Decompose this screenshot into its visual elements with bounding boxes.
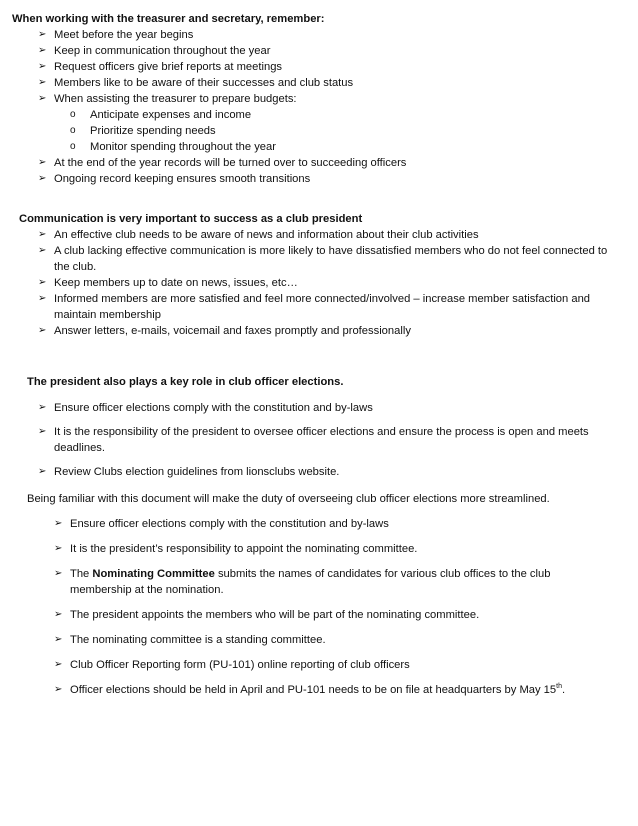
- list-item: ➢ An effective club needs to be aware of news and information about their club activities: [38, 229, 479, 241]
- arrow-bullet-icon: ➢: [38, 245, 47, 256]
- section3-list: [38, 400, 589, 488]
- arrow-bullet-icon: ➢: [38, 93, 47, 104]
- list-item: ➢ The Nominating Committee submits the names of candidates for various club offices to the club membership at the nomination.: [54, 568, 551, 596]
- section1-list-continued: [38, 155, 406, 187]
- arrow-bullet-icon: ➢: [38, 157, 47, 168]
- list-item: ➢ Club Officer Reporting form (PU-101) online reporting of club officers: [54, 659, 410, 671]
- section2-heading: Communication is very important to success as a club president: [19, 213, 363, 225]
- list-item: ➢ Keep in communication throughout the year: [38, 45, 271, 57]
- list-item: ➢ Officer elections should be held in April and PU-101 needs to be on file at headquarters by May 15th.: [54, 683, 566, 696]
- arrow-bullet-icon: ➢: [38, 293, 47, 304]
- arrow-bullet-icon: ➢: [54, 659, 63, 670]
- sublist-item: o Anticipate expenses and income: [70, 109, 252, 121]
- arrow-bullet-icon: ➢: [38, 29, 47, 40]
- circle-bullet-icon: o: [70, 125, 76, 136]
- nominating-committee-term: Nominating Committee: [92, 568, 215, 580]
- arrow-bullet-icon: ➢: [54, 609, 63, 620]
- sublist-item: o Prioritize spending needs: [70, 125, 216, 137]
- arrow-bullet-icon: ➢: [54, 518, 63, 529]
- list-item: ➢ It is the responsibility of the president to oversee officer elections and ensure the process is open and meets deadlines.: [38, 426, 589, 454]
- arrow-bullet-icon: ➢: [38, 325, 47, 336]
- list-item: ➢ Answer letters, e-mails, voicemail and faxes promptly and professionally: [38, 325, 411, 337]
- list-item: ➢ Ongoing record keeping ensures smooth transitions: [38, 173, 311, 185]
- section4-intro: Being familiar with this document will make the duty of overseeing club officer elections more streamlined.: [27, 493, 550, 505]
- arrow-bullet-icon: ➢: [38, 45, 47, 56]
- arrow-bullet-icon: ➢: [54, 634, 63, 645]
- list-item: ➢ It is the president’s responsibility to appoint the nominating committee.: [54, 543, 418, 555]
- arrow-bullet-icon: ➢: [38, 61, 47, 72]
- arrow-bullet-icon: ➢: [38, 77, 47, 88]
- sublist-item: o Monitor spending throughout the year: [70, 141, 276, 153]
- arrow-bullet-icon: ➢: [38, 173, 47, 184]
- ordinal-suffix: th: [556, 683, 562, 690]
- list-item: ➢ The president appoints the members who will be part of the nominating committee.: [54, 609, 480, 621]
- section1-list: [38, 27, 353, 155]
- list-item: ➢ Ensure officer elections comply with the constitution and by-laws: [54, 518, 389, 530]
- arrow-bullet-icon: ➢: [54, 568, 63, 579]
- section1-heading: When working with the treasurer and secretary, remember:: [12, 13, 325, 25]
- arrow-bullet-icon: ➢: [38, 426, 47, 437]
- list-item: ➢ When assisting the treasurer to prepare budgets: o Anticipate expenses and income o Prioritize spending needs o Monitor spending throughout the year: [38, 91, 353, 155]
- list-item: ➢ Meet before the year begins: [38, 29, 194, 41]
- section3-heading: The president also plays a key role in club officer elections.: [27, 376, 344, 388]
- circle-bullet-icon: o: [70, 109, 76, 120]
- list-item: ➢ Informed members are more satisfied and feel more connected/involved – increase member satisfaction and maintain membership: [38, 293, 591, 321]
- list-item: ➢ At the end of the year records will be turned over to succeeding officers: [38, 157, 407, 169]
- list-item: ➢ Ensure officer elections comply with the constitution and by-laws: [38, 402, 373, 414]
- list-item: ➢ A club lacking effective communication is more likely to have dissatisfied members who do not feel connected to the club.: [38, 245, 608, 273]
- arrow-bullet-icon: ➢: [54, 543, 63, 554]
- section2-list: [38, 227, 607, 339]
- list-item: ➢ Review Clubs election guidelines from lionsclubs website.: [38, 466, 340, 478]
- list-item: ➢ Members like to be aware of their successes and club status: [38, 77, 354, 89]
- arrow-bullet-icon: ➢: [38, 229, 47, 240]
- circle-bullet-icon: o: [70, 141, 76, 152]
- arrow-bullet-icon: ➢: [38, 277, 47, 288]
- arrow-bullet-icon: ➢: [38, 402, 47, 413]
- list-item: ➢ Keep members up to date on news, issues, etc…: [38, 277, 298, 289]
- arrow-bullet-icon: ➢: [38, 466, 47, 477]
- arrow-bullet-icon: ➢: [54, 684, 63, 695]
- budget-sublist: [70, 107, 353, 155]
- section4-list: [54, 516, 565, 707]
- list-item: ➢ The nominating committee is a standing committee.: [54, 634, 326, 646]
- list-item: ➢ Request officers give brief reports at meetings: [38, 61, 283, 73]
